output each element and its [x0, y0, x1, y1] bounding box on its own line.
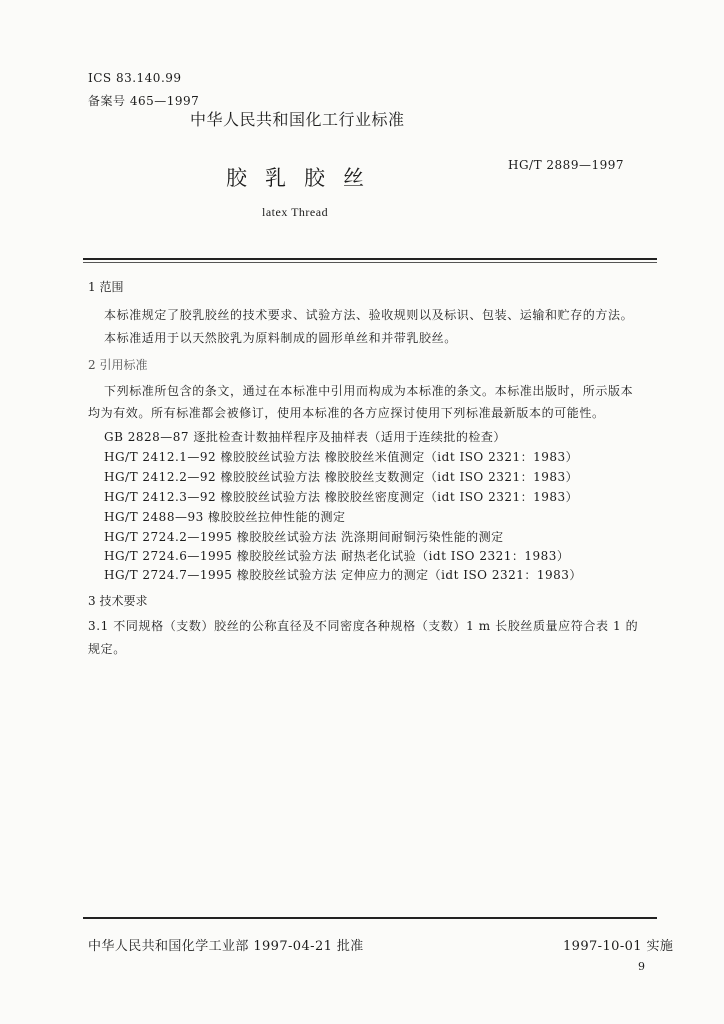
standard-code: HG/T 2889—1997 [508, 158, 624, 172]
document-title: 胶乳胶丝 [226, 166, 382, 190]
footer-divider [83, 917, 657, 919]
section-1-heading: 1 范围 [88, 280, 124, 294]
section-1-paragraph-1: 本标准规定了胶乳胶丝的技术要求、试验方法、验收规则以及标识、包装、运输和贮存的方法。 [104, 308, 634, 322]
reference-item: GB 2828—87 逐批检查计数抽样程序及抽样表（适用于连续批的检查） [104, 430, 506, 444]
section-2-heading: 2 引用标准 [88, 358, 148, 372]
header-divider-thin [83, 262, 657, 263]
section-1-paragraph-2: 本标准适用于以天然胶乳为原料制成的圆形单丝和并带乳胶丝。 [104, 331, 457, 345]
ics-code: ICS 83.140.99 [88, 71, 182, 85]
section-2-paragraph-line-2: 均为有效。所有标准都会被修订，使用本标准的各方应探讨使用下列标准最新版本的可能性。 [88, 406, 605, 420]
reference-item: HG/T 2412.1—92 橡胶胶丝试验方法 橡胶胶丝米值测定（idt ISO 2321：1983） [104, 450, 579, 464]
reference-item: HG/T 2724.7—1995 橡胶胶丝试验方法 定伸应力的测定（idt ISO 2321：1983） [104, 568, 582, 582]
section-2-paragraph-line-1: 下列标准所包含的条文，通过在本标准中引用而构成为本标准的条文。本标准出版时，所示版本 [104, 384, 634, 398]
page-number: 9 [638, 960, 645, 973]
reference-item: HG/T 2412.3—92 橡胶胶丝试验方法 橡胶胶丝密度测定（idt ISO 2321：1983） [104, 490, 579, 504]
filing-number: 备案号 465—1997 [88, 94, 200, 108]
english-title: latex Thread [262, 205, 329, 219]
header-divider [83, 258, 657, 260]
industry-standard-title: 中华人民共和国化工行业标准 [190, 110, 405, 129]
section-3-heading: 3 技术要求 [88, 594, 148, 608]
reference-item: HG/T 2488—93 橡胶胶丝拉伸性能的测定 [104, 510, 346, 524]
reference-item: HG/T 2724.6—1995 橡胶胶丝试验方法 耐热老化试验（idt ISO 2321：1983） [104, 549, 570, 563]
clause-3-1-line-1: 3.1 不同规格（支数）胶丝的公称直径及不同密度各种规格（支数）1 m 长胶丝质量应符合表 1 的 [88, 619, 639, 633]
approval-statement: 中华人民共和国化学工业部 1997-04-21 批准 [88, 939, 364, 954]
effective-date: 1997-10-01 实施 [563, 939, 674, 954]
reference-item: HG/T 2412.2—92 橡胶胶丝试验方法 橡胶胶丝支数测定（idt ISO 2321：1983） [104, 470, 579, 484]
reference-item: HG/T 2724.2—1995 橡胶胶丝试验方法 洗涤期间耐铜污染性能的测定 [104, 530, 504, 544]
clause-3-1-line-2: 规定。 [88, 642, 126, 656]
